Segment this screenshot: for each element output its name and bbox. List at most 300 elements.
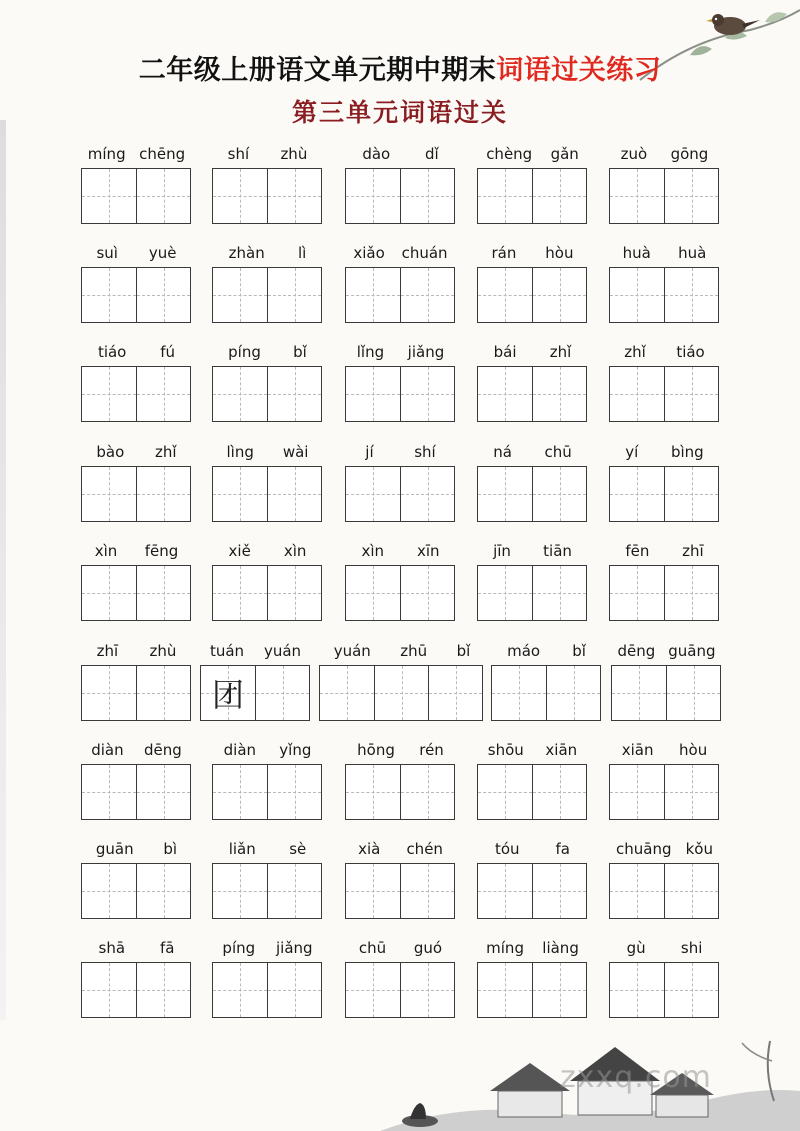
writing-cell[interactable] (82, 666, 136, 720)
writing-cell[interactable] (400, 566, 454, 620)
pinyin-syllable: zhàn (228, 244, 265, 262)
writing-cell[interactable] (82, 367, 136, 421)
word-item (81, 144, 192, 224)
word-item (212, 839, 323, 919)
writing-cell[interactable] (532, 765, 586, 819)
writing-cell[interactable] (532, 467, 586, 521)
pinyin-syllable: fā (160, 939, 175, 957)
writing-cell[interactable] (664, 169, 718, 223)
tianzige-grid (81, 764, 191, 820)
writing-cell[interactable] (478, 467, 532, 521)
writing-cell[interactable] (532, 963, 586, 1017)
word-item (212, 243, 323, 323)
written-character (82, 467, 136, 521)
writing-cell[interactable] (374, 666, 428, 720)
word-pinyin (345, 442, 456, 462)
word-pinyin (81, 144, 192, 164)
written-character (401, 765, 454, 819)
writing-cell[interactable] (267, 963, 321, 1017)
writing-cell[interactable] (428, 666, 482, 720)
written-character (137, 169, 190, 223)
pinyin-syllable: fēn (625, 542, 650, 560)
pinyin-syllable: zhǐ (624, 343, 646, 361)
word-item (477, 342, 588, 422)
writing-cell[interactable] (136, 864, 190, 918)
word-pinyin (212, 740, 323, 760)
written-character (213, 963, 267, 1017)
writing-cell[interactable] (664, 864, 718, 918)
word-item (609, 144, 720, 224)
tianzige-grid (345, 764, 455, 820)
tianzige-grid (81, 665, 191, 721)
pinyin-syllable: rén (419, 741, 444, 759)
writing-cell[interactable] (400, 467, 454, 521)
word-item (81, 342, 192, 422)
tianzige-grid (477, 863, 587, 919)
word-pinyin (319, 641, 485, 661)
written-character (665, 367, 718, 421)
writing-cell[interactable] (492, 666, 546, 720)
pinyin-syllable: guāng (668, 642, 716, 660)
word-pinyin (609, 144, 720, 164)
writing-cell[interactable] (612, 666, 666, 720)
word-pinyin (609, 442, 720, 462)
pinyin-syllable: guān (95, 840, 134, 858)
pinyin-syllable: xìn (361, 542, 385, 560)
writing-cell[interactable] (136, 666, 190, 720)
writing-cell[interactable] (213, 467, 267, 521)
tianzige-grid (81, 565, 191, 621)
written-character (610, 566, 664, 620)
writing-cell[interactable] (267, 864, 321, 918)
writing-cell[interactable] (400, 963, 454, 1017)
word-pinyin (477, 144, 588, 164)
pinyin-syllable: gǎn (550, 145, 579, 163)
word-item (491, 641, 602, 721)
written-character (533, 268, 586, 322)
written-character (137, 963, 190, 1017)
writing-cell[interactable] (664, 566, 718, 620)
pinyin-syllable: míng (486, 939, 524, 957)
writing-cell[interactable] (546, 666, 600, 720)
word-pinyin (491, 641, 602, 661)
writing-cell[interactable] (213, 963, 267, 1017)
written-character (346, 268, 400, 322)
pinyin-syllable: bì (163, 840, 178, 858)
writing-cell[interactable] (82, 169, 136, 223)
written-character (665, 765, 718, 819)
written-character (82, 367, 136, 421)
pinyin-syllable: chuāng (616, 840, 672, 858)
writing-cell[interactable] (213, 864, 267, 918)
writing-cell[interactable] (136, 367, 190, 421)
writing-cell[interactable] (136, 765, 190, 819)
written-character (533, 169, 586, 223)
pinyin-syllable: diàn (91, 741, 124, 759)
pinyin-syllable: máo (507, 642, 541, 660)
tianzige-grid (609, 863, 719, 919)
writing-cell[interactable] (213, 566, 267, 620)
writing-cell[interactable] (346, 963, 400, 1017)
word-pinyin (81, 839, 192, 859)
writing-cell[interactable] (478, 268, 532, 322)
writing-cell[interactable] (346, 566, 400, 620)
pinyin-syllable: xīn (416, 542, 440, 560)
writing-cell[interactable] (346, 169, 400, 223)
pinyin-syllable: liǎn (228, 840, 256, 858)
written-character (492, 666, 546, 720)
writing-cell[interactable] (213, 268, 267, 322)
pinyin-syllable: xià (358, 840, 381, 858)
pinyin-syllable: zhī (96, 642, 119, 660)
writing-cell[interactable] (532, 169, 586, 223)
tianzige-grid (609, 565, 719, 621)
written-character (533, 864, 586, 918)
pinyin-syllable: chuán (401, 244, 448, 262)
writing-cell[interactable] (82, 566, 136, 620)
word-item (345, 144, 456, 224)
writing-cell[interactable] (532, 566, 586, 620)
written-character (401, 566, 454, 620)
written-character (610, 467, 664, 521)
written-character (665, 268, 718, 322)
writing-cell[interactable] (400, 268, 454, 322)
written-character (346, 864, 400, 918)
writing-cell[interactable] (201, 666, 255, 720)
unit-subtitle: 第三单元词语过关 (291, 98, 508, 127)
written-character (137, 666, 190, 720)
writing-cell[interactable] (400, 169, 454, 223)
tianzige-grid (345, 863, 455, 919)
written-character (610, 963, 664, 1017)
written-character (213, 169, 267, 223)
pinyin-syllable: liàng (542, 939, 579, 957)
pinyin-syllable: kǒu (685, 840, 713, 858)
writing-cell[interactable] (346, 367, 400, 421)
writing-cell[interactable] (610, 367, 664, 421)
word-pinyin (477, 938, 588, 958)
pinyin-syllable: hòu (545, 244, 574, 262)
writing-cell[interactable] (400, 765, 454, 819)
pinyin-syllable: tiān (543, 542, 572, 560)
writing-cell[interactable] (610, 963, 664, 1017)
word-item (609, 740, 720, 820)
written-character (256, 666, 309, 720)
word-pinyin (609, 938, 720, 958)
writing-cell[interactable] (213, 765, 267, 819)
tianzige-grid (477, 366, 587, 422)
written-character: 团 (211, 676, 244, 714)
tianzige-grid (477, 267, 587, 323)
word-pinyin (212, 541, 323, 561)
written-character (137, 864, 190, 918)
tianzige-grid (477, 565, 587, 621)
writing-cell[interactable] (320, 666, 374, 720)
written-character (213, 864, 267, 918)
tianzige-grid (319, 665, 483, 721)
pinyin-syllable: xiǎo (353, 244, 385, 262)
word-pinyin (611, 641, 722, 661)
pinyin-syllable: bái (493, 343, 517, 361)
writing-cell[interactable] (478, 963, 532, 1017)
word-pinyin (345, 144, 456, 164)
word-item (345, 541, 456, 621)
writing-cell[interactable] (136, 963, 190, 1017)
written-character (478, 864, 532, 918)
writing-cell[interactable] (346, 864, 400, 918)
word-item (81, 641, 192, 721)
word-pinyin (345, 839, 456, 859)
tianzige-grid (477, 764, 587, 820)
writing-cell[interactable] (213, 367, 267, 421)
pinyin-syllable: zhù (149, 642, 177, 660)
pinyin-syllable: wài (282, 443, 309, 461)
pinyin-syllable: dǐ (424, 145, 439, 163)
written-character (610, 864, 664, 918)
word-item (477, 144, 588, 224)
writing-cell[interactable] (610, 467, 664, 521)
tianzige-grid (212, 267, 322, 323)
written-character (137, 566, 190, 620)
word-item (212, 342, 323, 422)
writing-cell[interactable] (532, 268, 586, 322)
pinyin-syllable: fēng (144, 542, 179, 560)
writing-cell[interactable] (664, 268, 718, 322)
tianzige-grid (345, 565, 455, 621)
pinyin-syllable: sè (289, 840, 307, 858)
writing-cell[interactable] (400, 864, 454, 918)
written-character (268, 963, 321, 1017)
word-pinyin (477, 243, 588, 263)
writing-cell[interactable] (346, 268, 400, 322)
written-character (478, 566, 532, 620)
pinyin-syllable: bǐ (293, 343, 307, 361)
pinyin-syllable: shi (680, 939, 703, 957)
tianzige-grid (609, 267, 719, 323)
written-character (82, 864, 136, 918)
writing-cell[interactable] (267, 566, 321, 620)
written-character (346, 963, 400, 1017)
writing-cell[interactable] (267, 169, 321, 223)
written-character (82, 169, 136, 223)
writing-cell[interactable] (666, 666, 720, 720)
word-pinyin (200, 641, 311, 661)
pinyin-syllable: huà (622, 244, 651, 262)
word-item (212, 442, 323, 522)
pinyin-syllable: yuán (263, 642, 302, 660)
word-item (345, 442, 456, 522)
word-pinyin (81, 641, 192, 661)
written-character (82, 963, 136, 1017)
written-character (320, 666, 374, 720)
pinyin-syllable: lìng (226, 443, 254, 461)
tianzige-grid (345, 267, 455, 323)
word-item (609, 839, 720, 919)
written-character (478, 367, 532, 421)
word-pinyin (81, 938, 192, 958)
writing-cell[interactable] (664, 963, 718, 1017)
written-character (665, 566, 718, 620)
word-pinyin (212, 243, 323, 263)
written-character (268, 367, 321, 421)
written-character (478, 765, 532, 819)
written-character (665, 467, 718, 521)
written-character (401, 864, 454, 918)
written-character (213, 367, 267, 421)
word-pinyin (609, 342, 720, 362)
written-character (610, 367, 664, 421)
word-pinyin (345, 740, 456, 760)
word-pinyin (81, 342, 192, 362)
tianzige-grid (477, 168, 587, 224)
writing-cell[interactable] (610, 765, 664, 819)
writing-cell[interactable] (136, 566, 190, 620)
pinyin-syllable: píng (222, 939, 256, 957)
tianzige-grid (212, 764, 322, 820)
tianzige-grid (81, 962, 191, 1018)
writing-cell[interactable] (255, 666, 309, 720)
writing-cell[interactable] (346, 467, 400, 521)
word-item (609, 442, 720, 522)
writing-cell[interactable] (400, 367, 454, 421)
pinyin-syllable: chèng (486, 145, 533, 163)
pinyin-syllable: xiān (545, 741, 578, 759)
tianzige-grid (609, 466, 719, 522)
writing-cell[interactable] (267, 765, 321, 819)
writing-cell[interactable] (267, 467, 321, 521)
writing-cell[interactable] (478, 765, 532, 819)
tianzige-grid (477, 466, 587, 522)
writing-cell[interactable] (82, 963, 136, 1017)
writing-cell[interactable] (136, 467, 190, 521)
pinyin-syllable: dēng (144, 741, 182, 759)
writing-cell[interactable] (478, 864, 532, 918)
word-pinyin (81, 243, 192, 263)
word-item (611, 641, 722, 721)
pinyin-syllable: guó (413, 939, 443, 957)
writing-cell[interactable] (136, 268, 190, 322)
pinyin-syllable: shōu (487, 741, 524, 759)
written-character (137, 367, 190, 421)
word-pinyin (212, 839, 323, 859)
writing-cell[interactable] (610, 566, 664, 620)
word-item (345, 342, 456, 422)
word-pinyin (212, 342, 323, 362)
pinyin-syllable: yǐng (279, 741, 312, 759)
writing-cell[interactable] (82, 467, 136, 521)
written-character (82, 666, 136, 720)
written-character (213, 467, 267, 521)
writing-cell[interactable] (664, 367, 718, 421)
pinyin-syllable: dēng (617, 642, 656, 660)
word-pinyin (477, 541, 588, 561)
word-item (477, 839, 588, 919)
writing-cell[interactable] (478, 169, 532, 223)
writing-cell[interactable] (267, 268, 321, 322)
word-item (212, 144, 323, 224)
pinyin-syllable: zhī (682, 542, 704, 560)
written-character (346, 566, 400, 620)
written-character (478, 268, 532, 322)
pinyin-syllable: píng (228, 343, 261, 361)
writing-cell[interactable] (664, 467, 718, 521)
writing-cell[interactable] (82, 765, 136, 819)
pinyin-syllable: bìng (670, 443, 704, 461)
written-character (401, 268, 454, 322)
written-character (82, 765, 136, 819)
word-item (81, 740, 192, 820)
pinyin-syllable: yuán (333, 642, 371, 660)
tianzige-grid (212, 565, 322, 621)
written-character (665, 864, 718, 918)
written-character (610, 765, 664, 819)
writing-cell[interactable] (82, 268, 136, 322)
tianzige-grid (345, 466, 455, 522)
word-pinyin (212, 442, 323, 462)
written-character (268, 765, 321, 819)
pinyin-syllable: míng (87, 145, 126, 163)
tianzige-grid (611, 665, 721, 721)
writing-cell[interactable] (346, 765, 400, 819)
written-character (137, 467, 190, 521)
pinyin-syllable: huà (678, 244, 707, 262)
pinyin-syllable: gù (626, 939, 646, 957)
pinyin-syllable: chū (358, 939, 387, 957)
pinyin-syllable: dào (362, 145, 391, 163)
tianzige-grid (81, 267, 191, 323)
writing-cell[interactable] (532, 367, 586, 421)
pinyin-syllable: zuò (620, 145, 648, 163)
writing-cell[interactable] (136, 169, 190, 223)
writing-cell[interactable] (478, 566, 532, 620)
writing-cell[interactable] (478, 367, 532, 421)
written-character (346, 765, 400, 819)
writing-cell[interactable] (610, 864, 664, 918)
word-pinyin (212, 144, 323, 164)
writing-cell[interactable] (213, 169, 267, 223)
word-pinyin (345, 342, 456, 362)
tianzige-grid (345, 168, 455, 224)
pinyin-syllable: jīn (493, 542, 511, 560)
written-character (82, 268, 136, 322)
word-item (609, 541, 720, 621)
written-character (610, 268, 664, 322)
pinyin-syllable: zhù (280, 145, 308, 163)
writing-cell[interactable] (532, 864, 586, 918)
tianzige-grid (212, 466, 322, 522)
writing-cell[interactable] (267, 367, 321, 421)
tianzige-grid (609, 962, 719, 1018)
pinyin-syllable: bǐ (456, 642, 471, 660)
written-character (533, 467, 586, 521)
writing-cell[interactable] (82, 864, 136, 918)
word-item (345, 938, 456, 1018)
tianzige-grid (609, 366, 719, 422)
pinyin-syllable: jiǎng (276, 939, 313, 957)
written-character (610, 169, 664, 223)
word-pinyin (345, 243, 456, 263)
writing-cell[interactable] (610, 268, 664, 322)
pinyin-syllable: shí (227, 145, 250, 163)
writing-cell[interactable] (610, 169, 664, 223)
word-item (477, 442, 588, 522)
writing-cell[interactable] (664, 765, 718, 819)
pinyin-syllable: xìn (283, 542, 307, 560)
written-character (268, 169, 321, 223)
pinyin-syllable: zhǐ (155, 443, 177, 461)
written-character (478, 467, 532, 521)
title-main: 二年级上册语文单元期中期末 (138, 55, 497, 86)
